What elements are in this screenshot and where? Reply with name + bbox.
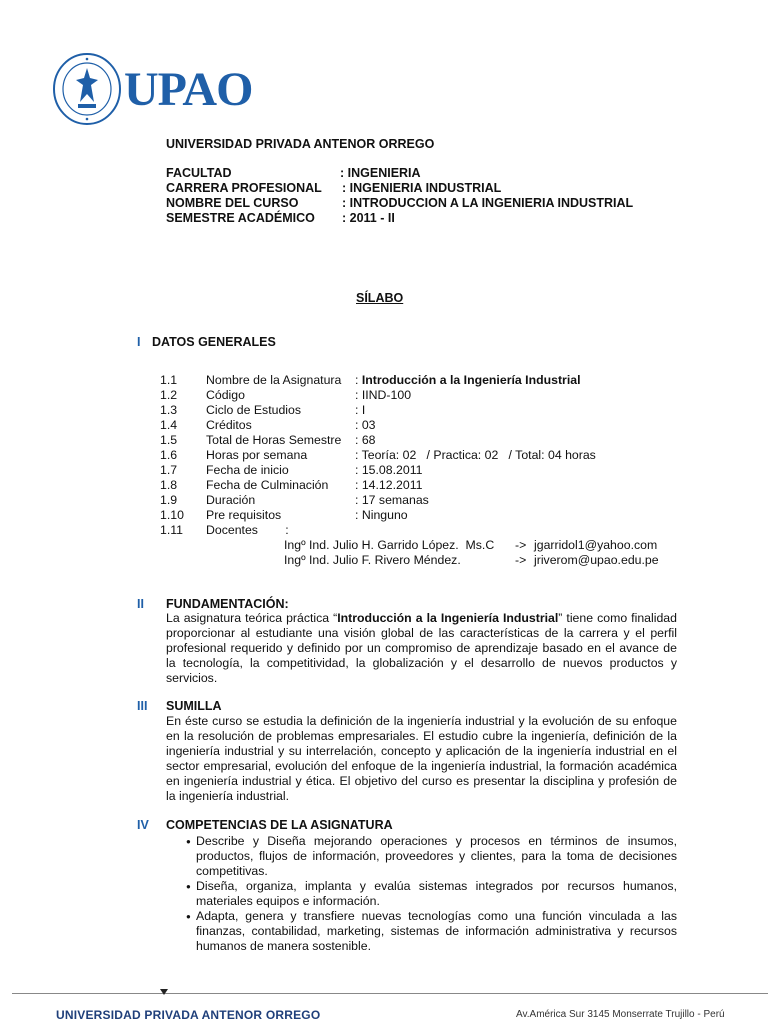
field-value: : INGENIERIA bbox=[340, 166, 421, 180]
list-item: ● Diseña, organiza, implanta y evalúa sistemas integrados por recursos humanos, materiales equipos e información. bbox=[186, 879, 677, 908]
section-number: I bbox=[137, 335, 141, 349]
footer-divider bbox=[12, 993, 768, 994]
section-title: SUMILLA bbox=[166, 699, 222, 713]
footer-address: Av.América Sur 3145 Monserrate Trujillo - Perú bbox=[516, 1009, 725, 1020]
teacher-email: jriverom@upao.edu.pe bbox=[534, 553, 659, 567]
list-item-label: Horas por semana bbox=[206, 448, 308, 462]
sumilla-paragraph: En éste curso se estudia la definición de la ingeniería industrial y la evolución de su enfoque en la resolución de problemas empresariales. El estudio cubre la ingeniería, definición de la ingeniería industrial y su interrelación, concepto y aplicación de la ingeniería industrial en el sector empresarial, evolución del enfoque de la ingeniería industrial, la formación académica en ingeniería industrial y ética. El objetivo del curso es presentar la disciplina y profesión de la ingeniería industrial. bbox=[166, 714, 677, 803]
field-label: NOMBRE DEL CURSO bbox=[166, 196, 299, 210]
bullet-icon: ● bbox=[186, 882, 191, 891]
list-item: ● Describe y Diseña mejorando operaciones y procesos en términos de insumos, productos, flujos de información, proveedores y clientes, para la toma de decisiones competitivas. bbox=[186, 834, 677, 878]
list-item-label: Código bbox=[206, 388, 245, 402]
list-item-value: : 68 bbox=[355, 433, 376, 447]
list-item-number: 1.8 bbox=[160, 478, 178, 492]
list-item-value: : Teoría: 02 / Practica: 02 / Total: 04 horas bbox=[355, 448, 596, 462]
bullet-icon: ● bbox=[186, 912, 191, 921]
section-title: FUNDAMENTACIÓN: bbox=[166, 597, 289, 611]
list-item-label: Docentes : bbox=[206, 523, 289, 537]
teacher-arrow: -> bbox=[515, 553, 527, 567]
list-item-number: 1.2 bbox=[160, 388, 178, 402]
list-item-number: 1.11 bbox=[160, 523, 184, 537]
section-number: II bbox=[137, 597, 144, 611]
list-item: ● Adapta, genera y transfiere nuevas tecnologías como una función vinculada a las finanzas, contabilidad, marketing, sistemas de información administrativa y recursos humanos de manera sostenible. bbox=[186, 909, 677, 953]
teacher-name: Ingº Ind. Julio F. Rivero Méndez. bbox=[284, 553, 461, 567]
list-item-number: 1.5 bbox=[160, 433, 178, 447]
fundamentacion-paragraph: La asignatura teórica práctica “Introducción a la Ingeniería Industrial” tiene como finalidad proporcionar al estudiante una visión global de las características de la carrera y el perfil profesional requerido y definido por un compromiso de aprendizaje basado en el avance de la tecnología, la competitividad, la globalización y el desarrollo de nuevos productos y servicios. bbox=[166, 611, 677, 685]
list-item-label: Total de Horas Semestre bbox=[206, 433, 342, 447]
bullet-icon: ● bbox=[186, 837, 191, 846]
brand-name: UPAO bbox=[124, 63, 253, 116]
list-item-value: : I bbox=[355, 403, 366, 417]
section-title: COMPETENCIAS DE LA ASIGNATURA bbox=[166, 818, 393, 832]
course-name-emphasis: Introducción a la Ingeniería Industrial bbox=[337, 611, 559, 625]
course-name: Introducción a la Ingeniería Industrial bbox=[361, 373, 581, 387]
list-item-number: 1.7 bbox=[160, 463, 178, 477]
field-label: CARRERA PROFESIONAL bbox=[166, 181, 322, 195]
teacher-name: Ingº Ind. Julio H. Garrido López. Ms.C bbox=[284, 538, 495, 552]
field-value: : INTRODUCCION A LA INGENIERIA INDUSTRIAL bbox=[342, 196, 634, 210]
field-label: SEMESTRE ACADÉMICO bbox=[166, 211, 315, 225]
upao-logo bbox=[52, 52, 253, 128]
list-item-number: 1.10 bbox=[160, 508, 184, 522]
list-item-number: 1.9 bbox=[160, 493, 178, 507]
document-title: SÍLABO bbox=[356, 291, 404, 305]
list-item-number: 1.4 bbox=[160, 418, 178, 432]
list-item-value: : Ninguno bbox=[355, 508, 408, 522]
list-item-label: Ciclo de Estudios bbox=[206, 403, 302, 417]
field-value: : 2011 - II bbox=[342, 211, 395, 225]
list-item-value: : IIND-100 bbox=[355, 388, 412, 402]
list-item-number: 1.6 bbox=[160, 448, 178, 462]
section-title: DATOS GENERALES bbox=[152, 335, 276, 349]
list-item-number: 1.3 bbox=[160, 403, 178, 417]
list-item-value: : 15.08.2011 bbox=[355, 463, 423, 477]
field-label: FACULTAD bbox=[166, 166, 232, 180]
list-item-value: : Introducción a la Ingeniería Industrial bbox=[355, 373, 581, 387]
list-item-number: 1.1 bbox=[160, 373, 178, 387]
list-item-label: Pre requisitos bbox=[206, 508, 282, 522]
list-item-label: Duración bbox=[206, 493, 256, 507]
university-name: UNIVERSIDAD PRIVADA ANTENOR ORREGO bbox=[166, 137, 435, 151]
footer-university-name: UNIVERSIDAD PRIVADA ANTENOR ORREGO bbox=[56, 1008, 321, 1022]
list-item-label: Créditos bbox=[206, 418, 252, 432]
field-value: : INGENIERIA INDUSTRIAL bbox=[342, 181, 502, 195]
section-number: III bbox=[137, 699, 148, 713]
teacher-email: jgarridol1@yahoo.com bbox=[534, 538, 658, 552]
list-item-value: : 14.12.2011 bbox=[355, 478, 423, 492]
list-item-label: Fecha de inicio bbox=[206, 463, 289, 477]
university-seal-icon bbox=[52, 52, 122, 126]
list-item-label: Nombre de la Asignatura bbox=[206, 373, 342, 387]
section-number: IV bbox=[137, 818, 149, 832]
footer-marker-icon bbox=[160, 989, 168, 995]
list-item-value: : 03 bbox=[355, 418, 376, 432]
list-item-label: Fecha de Culminación bbox=[206, 478, 329, 492]
list-item-value: : 17 semanas bbox=[355, 493, 429, 507]
teacher-arrow: -> bbox=[515, 538, 527, 552]
